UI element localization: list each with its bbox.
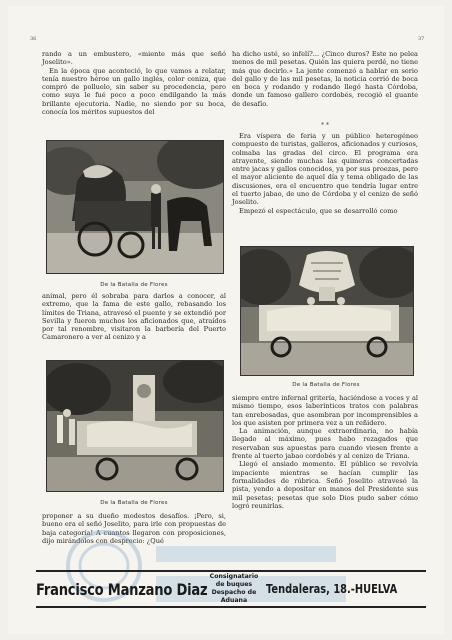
photo-caption-3: De la Batalla de Flores — [100, 500, 168, 506]
right-column-bottom-text — [232, 394, 418, 510]
right-column-top-text — [232, 50, 418, 108]
advertisement-banner — [36, 570, 426, 608]
service-line-2: Despacho de Aduana — [211, 589, 257, 604]
page-number-left: 36 — [30, 36, 37, 42]
left-column-top-text — [42, 50, 226, 116]
left-column-bottom-text — [42, 512, 226, 545]
paragraph: ha dicho usté, so infelí?... ¿Cinco duros? Este no pelea menos de mil pesetas. Quién las quiera perdé, no tiene más que decirlo.» La jente comenzó a hablar en serio del gallo y de las mil pesetas, la noticia corrió de boca en boca y rodando y rodando llegó hasta Córdoba, donde un famoso gallero cordobés, recogió el guante de desafío. — [232, 50, 418, 108]
photo-caption-1: De la Batalla de Flores — [100, 282, 168, 288]
service-line-1: Consignatario de buques — [209, 573, 259, 588]
photo-horse-carriage — [46, 140, 224, 274]
photo-flower-float — [240, 246, 414, 376]
paragraph: animal, pero él sobraba para darlos a conocer, al extremo, que la fama de este gallo, rebasando los límites de Triana, atravesó el puente y se extendió por Sevilla y fueron muchos los aficionados que, atraídos por tal renombre, visitaron la barbería del Puerto Camaronero a ver al cenizo y a — [42, 292, 226, 342]
paragraph: La animación, aunque extraordinaria, no había llegado al máximo, pues habo rezagados que reservaban sus apuestas para cuando viesen frente a frente al tuerto jabao cordobés y al cenizo de Triana. — [232, 427, 418, 461]
photo-decorated-car — [46, 360, 224, 492]
advertiser-name: Francisco Manzano Diaz — [36, 579, 208, 599]
paragraph: rando a un embustero, «miente más que señó Joselito». — [42, 50, 226, 67]
left-column-mid-text — [42, 292, 226, 342]
paragraph: En la época que aconteció, lo que vamos a relatar, tenía nuestro héroe un gallo inglés, color ceniza, que compró de polluelo, sin saber su procedencia, pero como suya le fué poco a poco endilgando la más brillante ejecutoria. Nadie, no siendo por su boca, conocía los méritos supuestos del — [42, 66, 226, 117]
photo-caption-2: De la Batalla de Flores — [292, 382, 360, 388]
right-column-mid-text — [232, 132, 418, 215]
paragraph: proponer a su dueño modestos desafíos. ¡Pero, si, bueno era el señó Joselito, para irle con propuestas de baja categoría! A cuantos llegaron con proposiciones, dijo mirándolos con desprecio: ¿Qué — [42, 512, 226, 545]
magazine-page — [8, 6, 444, 634]
section-separator: * * — [321, 122, 329, 129]
page-number-right: 37 — [418, 36, 425, 42]
paragraph: Empezó el espectáculo, que se desarrolló como — [239, 206, 398, 215]
paragraph: siempre entre infernal gritería, haciéndose a voces y al mismo tiempo, esos laberínticos tratos con palabras tan enrebosadas, que asombran por incomprensibles a los que asisten por primera vez a un reñidero. — [232, 394, 418, 427]
advertiser-address: Tendaleras, 18.-HUELVA — [265, 582, 398, 596]
paragraph: Era víspera de feria y un público heterogéneo compuesto de turistas, galleros, aficionados y curiosos, colmaba las gradas del circo. El programa era atrayente, siendo muchas las quimeras concertadas entre jacas y gallos conocidos, ya por sus proezas, pero el mayor aliciente de aquel día y tema obligado de las discusiones, era el encuentro que tendría lugar entre el tuerto jabao, de uno de Córdoba y el cenizo de señó Joselito. — [232, 132, 418, 207]
paragraph: Llegó el ansiado momento. El público se revolvía impaciente mientras se hacían cumplir las formalidades de rúbrica. Señó Joselito atravesó la pista, yendo a depositar en manos del Presidente sus mil pesetas; pesetas que solo Dios pudo saber cómo logró reunirlas. — [232, 460, 418, 510]
advertiser-services — [206, 573, 262, 605]
